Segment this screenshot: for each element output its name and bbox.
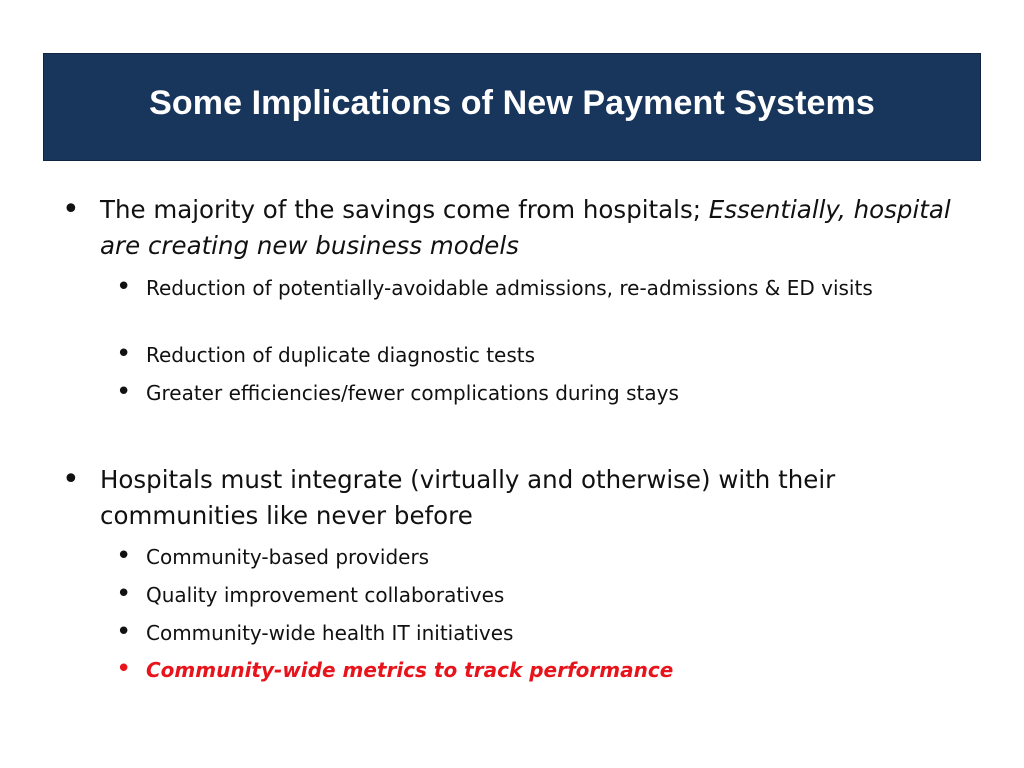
- bullet-1-sub-3: [116, 377, 946, 409]
- sub-bullet-text: Community-based providers: [146, 545, 430, 569]
- slide-title: Some Implications of New Payment Systems: [149, 83, 875, 122]
- sub-bullet-text: Community-wide health IT initiatives: [146, 621, 514, 645]
- sub-bullet-text: Reduction of duplicate diagnostic tests: [146, 343, 536, 367]
- bullet-dot: •: [62, 462, 80, 497]
- bullet-2: [62, 462, 960, 534]
- sub-bullet-text: Quality improvement collaboratives: [146, 583, 505, 607]
- sub-bullet-dot: •: [116, 339, 132, 369]
- bullet-1-sub-1: [116, 272, 946, 304]
- bullet-1-text: The majority of the savings come from hospitals;: [100, 195, 709, 224]
- bullet-2-text: Hospitals must integrate (virtually and otherwise) with their communities like never before: [100, 465, 836, 530]
- bullet-2-sub-4-highlight: [116, 654, 946, 686]
- bullet-1: [62, 192, 960, 264]
- sub-bullet-dot: •: [116, 377, 132, 407]
- bullet-2-sub-3: [116, 617, 946, 649]
- sub-bullet-dot: •: [116, 541, 132, 571]
- sub-bullet-dot: •: [116, 654, 132, 684]
- sub-bullet-text: Reduction of potentially-avoidable admissions, re-admissions & ED visits: [146, 276, 873, 300]
- bullet-1-sub-2: [116, 339, 946, 371]
- highlighted-sub-bullet-text: Community-wide metrics to track performance: [146, 658, 674, 682]
- sub-bullet-text: Greater efficiencies/fewer complications during stays: [146, 381, 679, 405]
- bullet-2-sub-1: [116, 541, 946, 573]
- bullet-2-sub-2: [116, 579, 946, 611]
- sub-bullet-dot: •: [116, 617, 132, 647]
- sub-bullet-dot: •: [116, 579, 132, 609]
- bullet-dot: •: [62, 192, 80, 227]
- bullet-1-italic-text: Essentially, hospital are creating new business models: [100, 195, 951, 260]
- sub-bullet-dot: •: [116, 272, 132, 302]
